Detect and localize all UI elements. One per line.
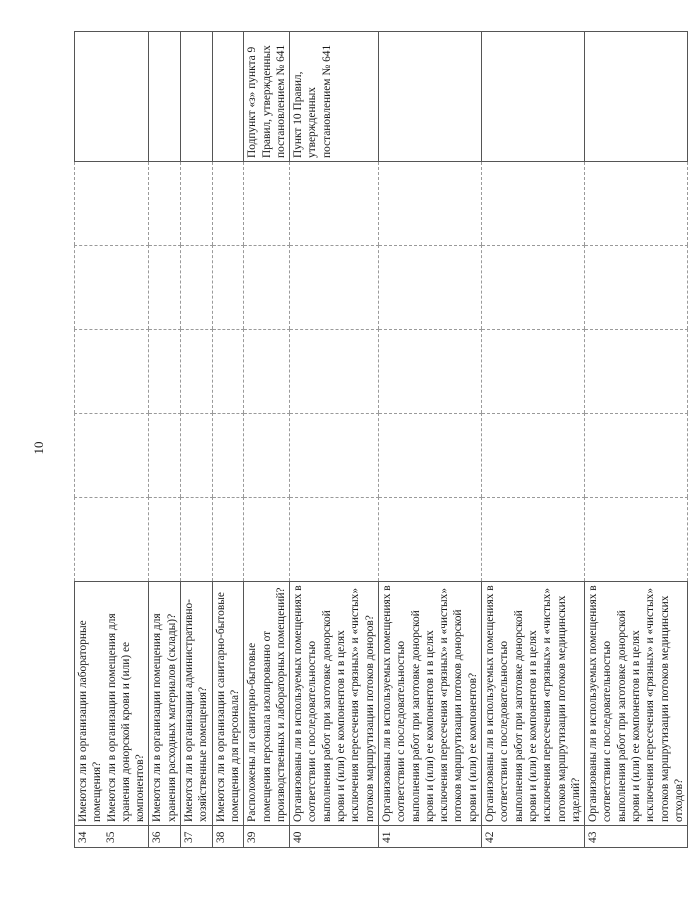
question-text: Организованы ли в используемых помещениях в соответствии с последовательностью выполнения работ при заготовке донорской крови и (или) ее компонентов и в целях исключения пересечения «грязных» и «чистых» потоков маршрутизации потоков донорской крови и (или) ее компонентов?: [380, 585, 479, 822]
question-text: Имеются ли в организации помещения для хранения расходных материалов (склады)?: [151, 613, 178, 822]
answer-cell[interactable]: [482, 498, 585, 582]
answer-cell[interactable]: [181, 498, 213, 582]
answer-cell[interactable]: [212, 330, 244, 414]
answer-cell[interactable]: [149, 246, 181, 330]
row-number: 37: [183, 831, 196, 843]
legal-reference-text: Подпункт «з» пункта 9 Правил, утвержденных постановлением № 641: [246, 44, 287, 158]
answer-cell[interactable]: [290, 414, 379, 498]
answer-cell[interactable]: [244, 498, 290, 582]
question-cell: [290, 582, 379, 826]
answer-cell[interactable]: [378, 330, 481, 414]
question-cell: [181, 582, 213, 826]
row-number: 34: [77, 831, 89, 843]
answer-cell[interactable]: [290, 498, 379, 582]
answer-cell[interactable]: [378, 414, 481, 498]
legal-reference-cell: [181, 32, 213, 162]
answer-cell[interactable]: [244, 246, 290, 330]
answer-cell[interactable]: [482, 414, 585, 498]
answer-cell[interactable]: [181, 414, 213, 498]
answer-cell[interactable]: [378, 498, 481, 582]
legal-reference-cell: [585, 32, 688, 162]
answer-cell[interactable]: [75, 246, 149, 330]
legal-reference-cell: [244, 32, 290, 162]
question-text: Организованы ли в используемых помещениях в соответствии с последовательностью выполнения работ при заготовке донорской крови и (или) ее компонентов и в целях исключения пересечения «грязных» и «чистых» потоков маршрутизации потоков медицинских изделий?: [484, 585, 582, 822]
row-number: 42: [484, 831, 497, 843]
question-text: Организованы ли в используемых помещениях в соответствии с последовательностью выполнения работ при заготовке донорской крови и (или) ее компонентов и в целях исключения пересечения «грязных» и «чистых» потоков маршрутизации потоков доноров?: [292, 585, 376, 822]
row-number-cell: [244, 826, 290, 848]
answer-cell[interactable]: [149, 330, 181, 414]
legal-reference-cell: [212, 32, 244, 162]
answer-cell[interactable]: [212, 414, 244, 498]
answer-cell[interactable]: [585, 162, 688, 246]
answer-cell[interactable]: [585, 330, 688, 414]
row-number-cell: [585, 826, 688, 848]
answer-cell[interactable]: [244, 162, 290, 246]
question-cell: [212, 582, 244, 826]
answer-cell[interactable]: [378, 162, 481, 246]
row-number-cell: [181, 826, 213, 848]
question-text: Организованы ли в используемых помещениях в соответствии с последовательностью выполнения работ при заготовке донорской крови и (или) ее компонентов и в целях исключения пересечения «грязных» и «чистых» потоков маршрутизации потоков медицинских отходов?: [587, 585, 685, 822]
table-row: [244, 32, 290, 848]
answer-cell[interactable]: [378, 246, 481, 330]
answer-cell[interactable]: [181, 162, 213, 246]
answer-cell[interactable]: [290, 330, 379, 414]
answer-cell[interactable]: [75, 414, 149, 498]
table-row: [75, 32, 149, 848]
table-row: [585, 32, 688, 848]
legal-reference-cell: [378, 32, 481, 162]
question-cell: [149, 582, 181, 826]
question-text: Расположены ли санитарно-бытовые помещения персонала изолированно от производственных и лабораторных помещений?: [246, 587, 287, 822]
answer-cell[interactable]: [212, 162, 244, 246]
question-cell: [378, 582, 481, 826]
table-row: [378, 32, 481, 848]
checklist-rows: [75, 32, 688, 848]
answer-cell[interactable]: [482, 330, 585, 414]
table-row: [290, 32, 379, 848]
answer-cell[interactable]: [244, 414, 290, 498]
answer-cell[interactable]: [149, 498, 181, 582]
answer-cell[interactable]: [212, 498, 244, 582]
answer-cell[interactable]: [149, 162, 181, 246]
table-row: [149, 32, 181, 848]
legal-reference-cell: [290, 32, 379, 162]
answer-cell[interactable]: [212, 246, 244, 330]
answer-cell[interactable]: [181, 330, 213, 414]
question-cell: [482, 582, 585, 826]
answer-cell[interactable]: [244, 330, 290, 414]
answer-cell[interactable]: [75, 162, 149, 246]
row-number-cell: [482, 826, 585, 848]
row-number-cell: [149, 826, 181, 848]
answer-cell[interactable]: [290, 162, 379, 246]
table-row: [181, 32, 213, 848]
answer-cell[interactable]: [585, 414, 688, 498]
question-text: Имеются ли в организации помещения для хранения донорской крови и (или) ее компонентов?: [105, 613, 147, 822]
table-row: [482, 32, 585, 848]
row-number-cell: [290, 826, 379, 848]
answer-cell[interactable]: [482, 162, 585, 246]
question-cell: [75, 582, 149, 826]
answer-cell[interactable]: [482, 246, 585, 330]
answer-cell[interactable]: [181, 246, 213, 330]
answer-cell[interactable]: [290, 246, 379, 330]
checklist-table-rotated: [74, 32, 685, 848]
checklist-table: [74, 31, 688, 848]
question-text: Имеются ли в организации лабораторные помещения?: [77, 620, 104, 822]
answer-cell[interactable]: [75, 330, 149, 414]
answer-cell[interactable]: [75, 498, 149, 582]
row-number: 40: [292, 831, 305, 843]
row-number: 41: [380, 831, 393, 843]
legal-reference-cell: [482, 32, 585, 162]
table-row: [212, 32, 244, 848]
row-number: 39: [246, 831, 259, 843]
row-number-cell: [378, 826, 481, 848]
row-number: 38: [214, 831, 227, 843]
question-text: Имеются ли в организации административно-хозяйственные помещения?: [183, 599, 210, 822]
row-number: 43: [587, 831, 600, 843]
row-number-cell: [212, 826, 244, 848]
answer-cell[interactable]: [585, 246, 688, 330]
legal-reference-cell: [75, 32, 149, 162]
question-cell: [585, 582, 688, 826]
row-number: 35: [105, 831, 118, 843]
legal-reference-cell: [149, 32, 181, 162]
question-text: Имеются ли в организации санитарно-бытовые помещения для персонала?: [214, 592, 241, 822]
legal-reference-text: Пункт 10 Правил, утвержденных постановлением № 641: [292, 44, 333, 158]
row-number-cell: [75, 826, 149, 848]
row-number: 36: [151, 831, 164, 843]
answer-cell[interactable]: [149, 414, 181, 498]
page-number: 10: [31, 441, 46, 455]
question-cell: [244, 582, 290, 826]
answer-cell[interactable]: [585, 498, 688, 582]
